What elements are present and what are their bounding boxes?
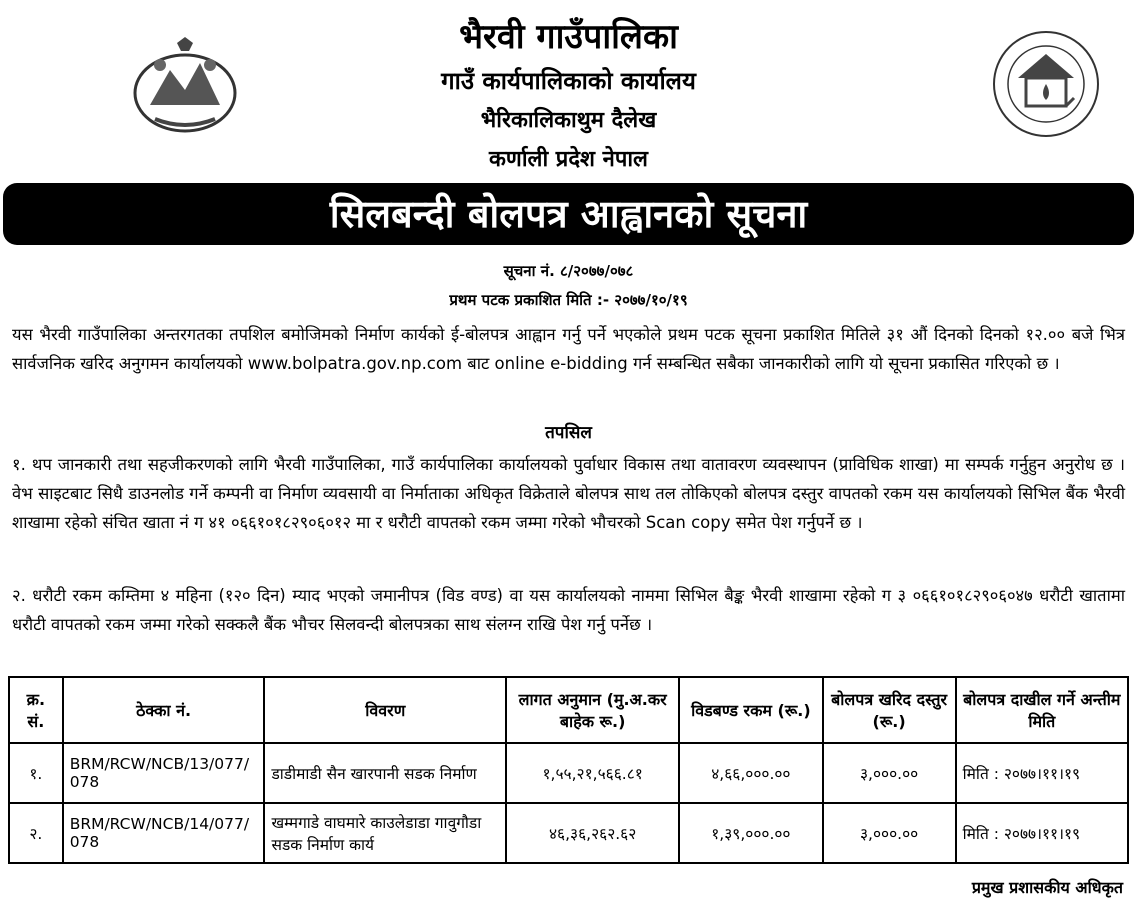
cell-contract-no: BRM/RCW/NCB/13/077/078 — [63, 743, 265, 803]
office-name: गाउँ कार्यपालिकाको कार्यालय — [441, 67, 696, 95]
cell-sn: २. — [9, 803, 63, 863]
col-header-deadline: बोलपत्र दाखील गर्ने अन्तीम मिति — [956, 677, 1128, 743]
table-row — [9, 803, 1128, 863]
municipality-name: भैरवी गाउँपालिका — [459, 17, 678, 57]
col-header-bid-bond: विडबण्ड रकम (रू.) — [679, 677, 822, 743]
signatory-title: प्रमुख प्रशासकीय अधिकृत — [971, 878, 1123, 897]
cell-deadline: मिति : २०७७।११।१९ — [956, 743, 1128, 803]
cell-deadline: मिति : २०७७।११।१९ — [956, 803, 1128, 863]
cell-contract-no: BRM/RCW/NCB/14/077/078 — [63, 803, 265, 863]
letterhead — [0, 0, 1137, 182]
table-header-row — [9, 677, 1128, 743]
col-header-description: विवरण — [264, 677, 506, 743]
notice-title-banner: सिलबन्दी बोलपत्र आह्वानको सूचना — [3, 183, 1134, 245]
cell-sn: १. — [9, 743, 63, 803]
schedule-heading: तपसिल — [545, 423, 592, 443]
cell-estimate: १,५५,२१,५६६.८१ — [506, 743, 679, 803]
tender-table — [8, 676, 1129, 864]
cell-description: डाडीमाडी सैन खारपानी सडक निर्माण — [264, 743, 506, 803]
col-header-contract-no: ठेक्का नं. — [63, 677, 265, 743]
col-header-fee: बोलपत्र खरिद दस्तुर (रू.) — [823, 677, 956, 743]
schedule-item-2: २. धरौटी रकम कम्तिमा ४ महिना (१२० दिन) म्याद भएको जमानीपत्र (विड वण्ड) वा यस कार्यालयको नाममा सिभिल बैङ्क भैरवी शाखामा रहेको ग ३ ०६६१०१८२९०६०४७ धरौटी खातामा धरौटी वापतको रकम जम्मा गरेको सक्कलै बैंक भौचर सिलवन्दी बोलपत्रका साथ संलग्न राखि पेश गर्नु पर्नेछ । — [12, 586, 1125, 634]
province-name: कर्णाली प्रदेश नेपाल — [489, 147, 648, 172]
cell-estimate: ४६,३६,२६२.६२ — [506, 803, 679, 863]
cell-fee: ३,०००.०० — [823, 803, 956, 863]
intro-paragraph: यस भैरवी गाउँपालिका अन्तरगतका तपशिल बमोजिमको निर्माण कार्यको ई-बोलपत्र आह्वान गर्नु पर्ने भएकोले प्रथम पटक सूचना प्रकाशित मितिले ३१ औं दिनको दिनको १२.०० बजे भित्र सार्वजनिक खरिद अनुगमन कार्यालयको www.bolpatra.gov.np.com बाट online e-bidding गर्न सम्बन्धित सबैका जानकारीको लागि यो सूचना प्रकासित गरिएको छ । — [12, 325, 1125, 373]
schedule-item-1: १. थप जानकारी तथा सहजीकरणको लागि भैरवी गाउँपालिका, गाउँ कार्यपालिका कार्यालयको पुर्वाधार विकास तथा वातावरण व्यवस्थापन (प्राविधिक शाखा) मा सम्पर्क गर्नुहुन अनुरोध छ । वेभ साइटबाट सिधै डाउनलोड गर्ने कम्पनी वा निर्माण व्यवसायी वा निर्माताका अधिकृत विक्रेताले बोलपत्र साथ तल तोकिएको बोलपत्र दस्तुर वापतको रकम यस कार्यालयको सिभिल बैंक भैरवी शाखामा रहेको संचित खाता नं ग ४१ ०६६१०१८२९०६०१२ मा र धरौटी वापतको रकम जम्मा गरेको भौचरको Scan copy समेत पेश गर्नुपर्ने छ । — [12, 455, 1125, 532]
municipality-seal-icon — [990, 28, 1102, 140]
table-row — [9, 743, 1128, 803]
col-header-sn: क्र. सं. — [9, 677, 63, 743]
first-published-date: प्रथम पटक प्रकाशित मिति :- २०७७/१०/१९ — [449, 291, 688, 309]
cell-description: खम्मगाडे वाघमारे काउलेडाडा गावुगौडा सडक निर्माण कार्य — [264, 803, 506, 863]
office-location: भैरिकालिकाथुम दैलेख — [480, 108, 657, 133]
cell-fee: ३,०००.०० — [823, 743, 956, 803]
cell-bid-bond: १,३९,०००.०० — [679, 803, 822, 863]
col-header-estimate: लागत अनुमान (मु.अ.कर बाहेक रू.) — [506, 677, 679, 743]
notice-number: सूचना नं. ८/२०७७/०७८ — [503, 262, 634, 280]
cell-bid-bond: ४,६६,०००.०० — [679, 743, 822, 803]
